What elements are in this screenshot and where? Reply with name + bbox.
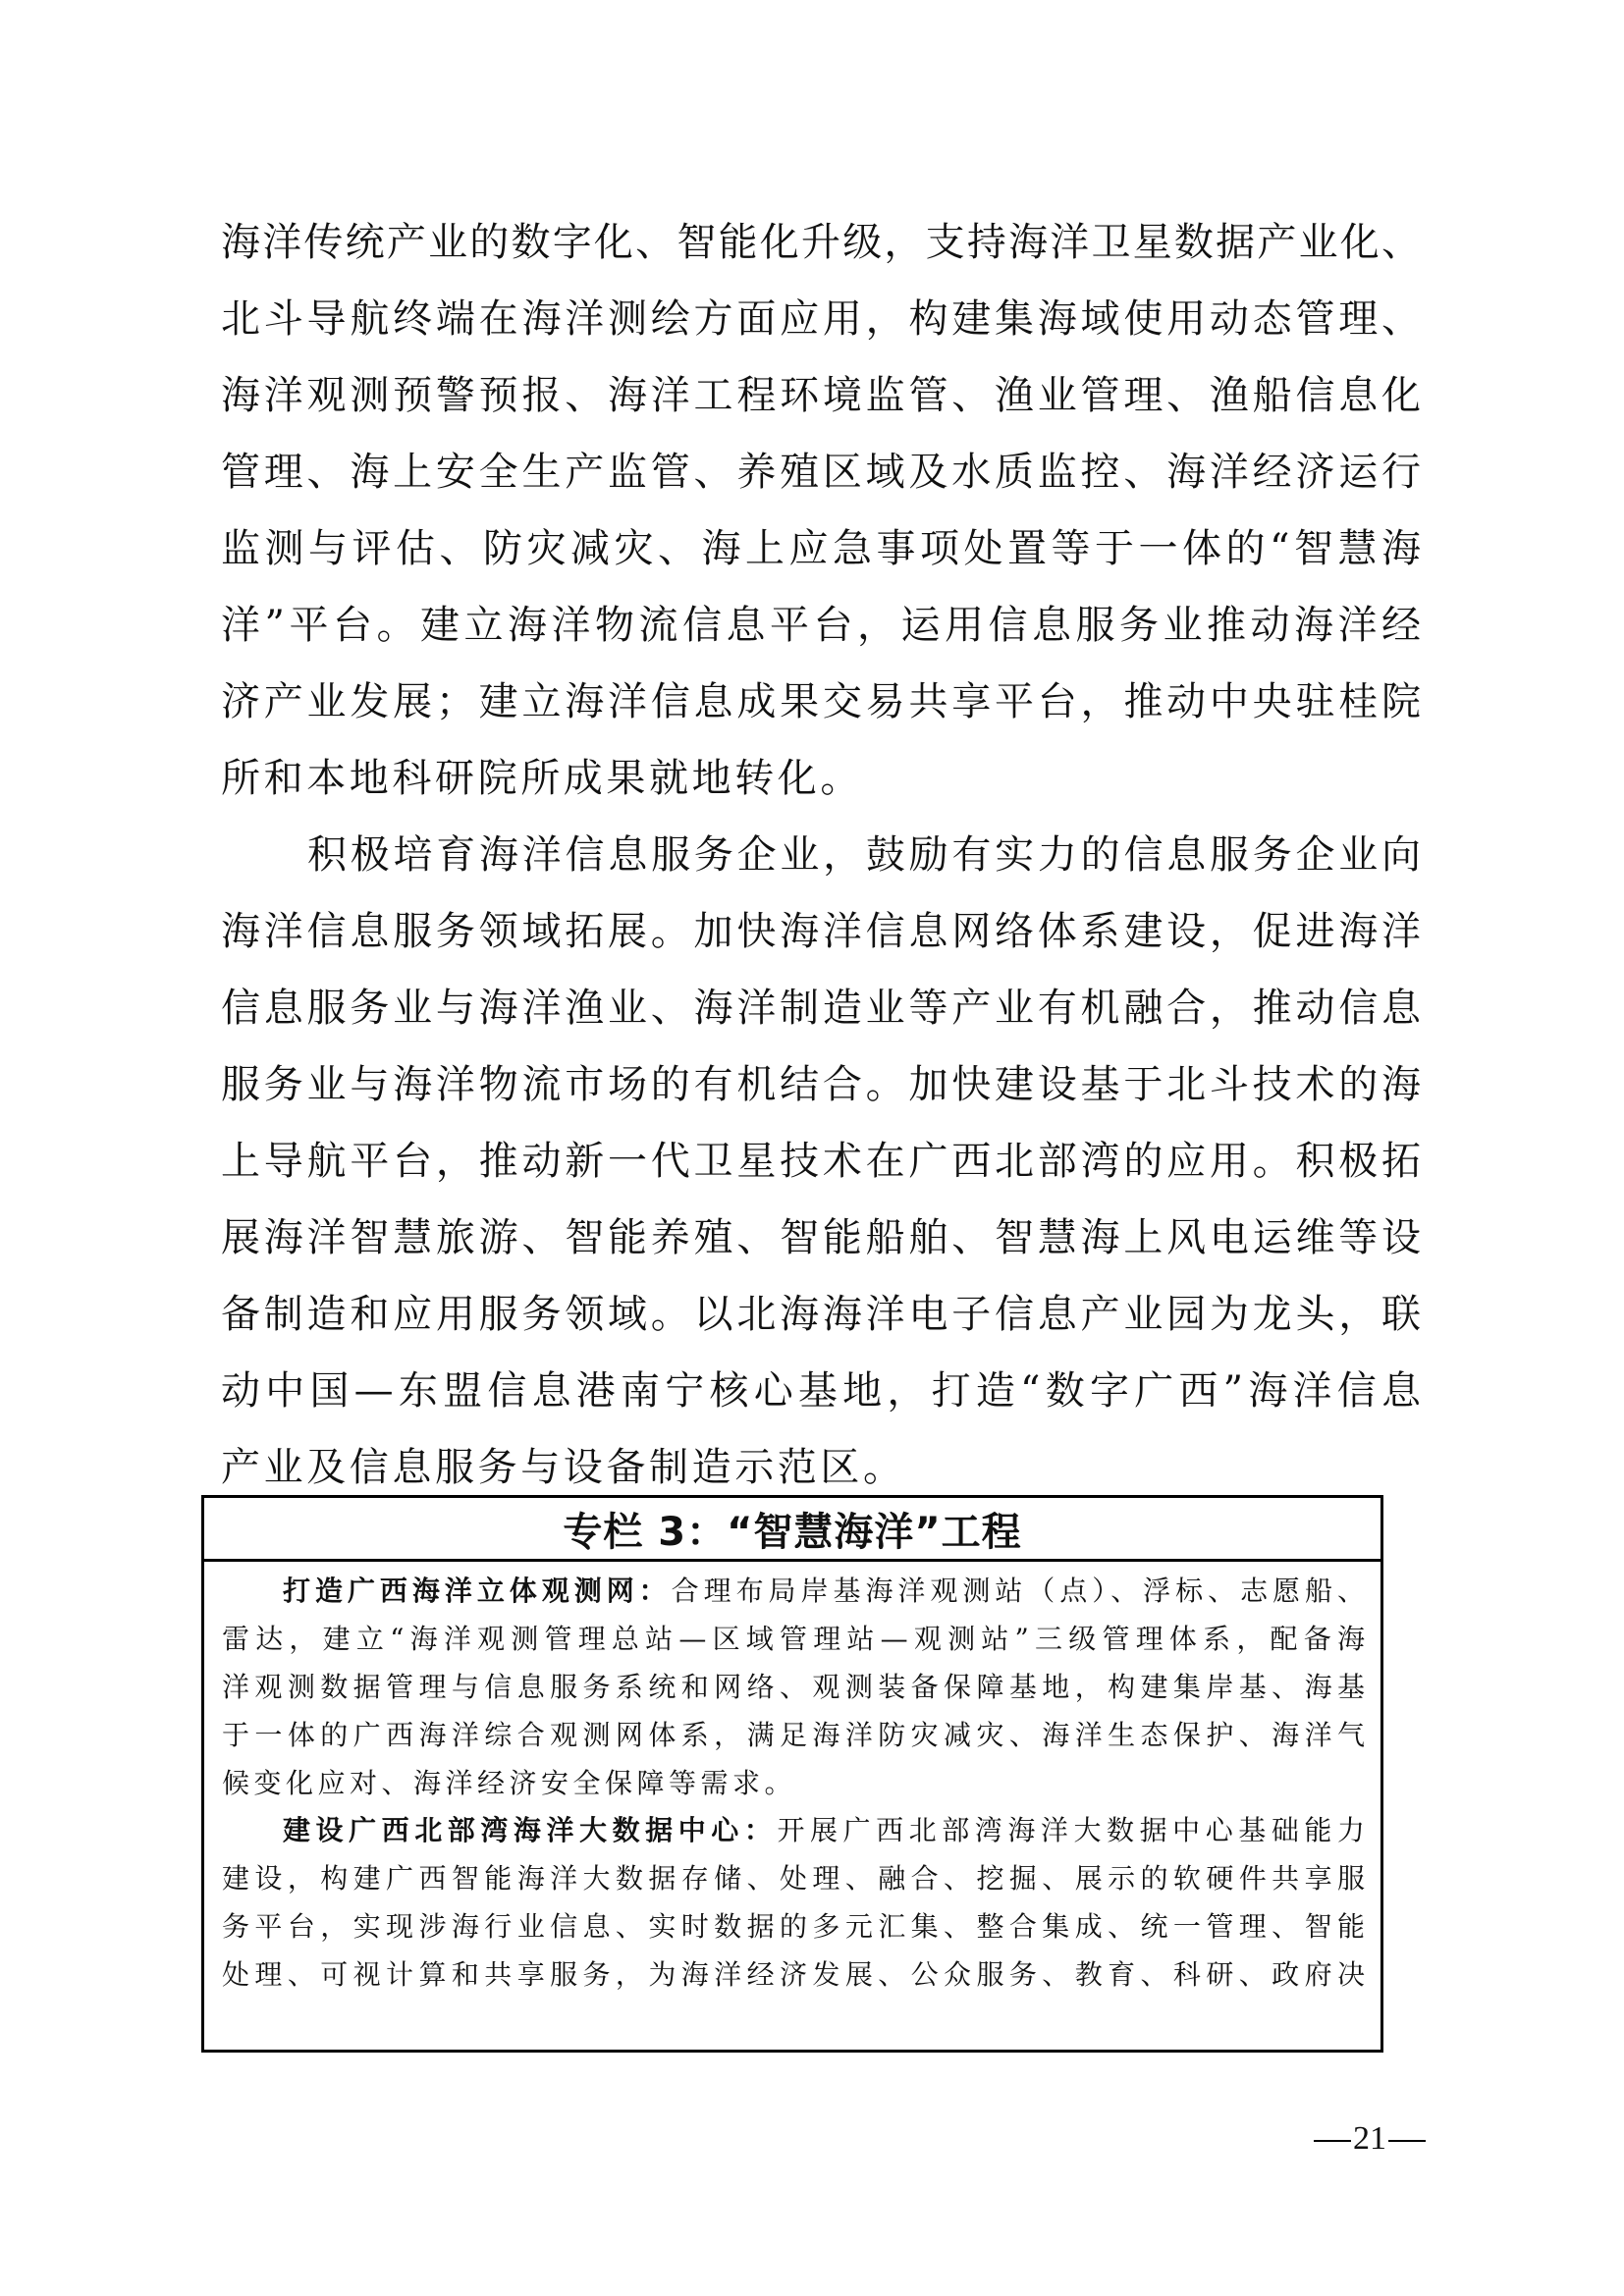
box-line (222, 1807, 1365, 1855)
box-section (222, 1807, 1365, 2000)
text-line: 管理、海上安全生产监管、养殖区域及水质监控、海洋经济运行 (221, 450, 1421, 495)
text-line: 济产业发展；建立海洋信息成果交易共享平台，推动中央驻桂院 (221, 679, 1421, 724)
text-line: 信息服务业与海洋渔业、海洋制造业等产业有机融合，推动信息 (221, 986, 1421, 1031)
text-line: 海洋传统产业的数字化、智能化升级，支持海洋卫星数据产业化、 (221, 220, 1421, 265)
section-heading: 打造广西海洋立体观测网： (283, 1575, 672, 1607)
box-line: 于一体的广西海洋综合观测网体系，满足海洋防灾减灾、海洋生态保护、海洋气 (222, 1718, 1365, 1751)
box-line: 务平台，实现涉海行业信息、实时数据的多元汇集、整合集成、统一管理、智能 (222, 1910, 1365, 1944)
page-number-value: 21 (1353, 2120, 1386, 2157)
text-line: 服务业与海洋物流市场的有机结合。加快建设基于北斗技术的海 (221, 1062, 1421, 1107)
box-title: 专栏 3：“智慧海洋”工程 (204, 1498, 1380, 1562)
text-line: 动中国—东盟信息港南宁核心基地，打造“数字广西”海洋信息 (221, 1368, 1421, 1414)
text-line: 海洋观测预警预报、海洋工程环境监管、渔业管理、渔船信息化 (221, 373, 1421, 418)
text-line: 产业及信息服务与设备制造示范区。 (221, 1445, 906, 1490)
text-line: 北斗导航终端在海洋测绘方面应用，构建集海域使用动态管理、 (221, 296, 1421, 342)
text-line: 所和本地科研院所成果就地转化。 (221, 756, 863, 801)
text-line: 展海洋智慧旅游、智能养殖、智能船舶、智慧海上风电运维等设 (221, 1215, 1421, 1260)
paragraph (221, 218, 1421, 830)
box-line: 处理、可视计算和共享服务，为海洋经济发展、公众服务、教育、科研、政府决 (222, 1958, 1365, 1992)
section-heading: 建设广西北部湾海洋大数据中心： (283, 1814, 778, 1847)
text-line: 上导航平台，推动新一代卫星技术在广西北部湾的应用。积极拓 (221, 1139, 1421, 1184)
section-text: 开展广西北部湾海洋大数据中心基础能力 (777, 1814, 1365, 1847)
dash-decoration (1314, 2140, 1351, 2142)
dash-decoration (1388, 2140, 1426, 2142)
box-section (222, 1568, 1365, 1807)
text-line: 积极培育海洋信息服务企业，鼓励有实力的信息服务企业向 (307, 832, 1421, 878)
text-line: 海洋信息服务领域拓展。加快海洋信息网络体系建设，促进海洋 (221, 909, 1421, 954)
text-line: 备制造和应用服务领域。以北海海洋电子信息产业园为龙头，联 (221, 1292, 1421, 1337)
box-line: 建设，构建广西智能海洋大数据存储、处理、融合、挖掘、展示的软硬件共享服 (222, 1862, 1365, 1896)
main-text (221, 218, 1421, 1520)
box-line: 候变化应对、海洋经济安全保障等需求。 (222, 1766, 797, 1799)
text-line: 监测与评估、防灾减灾、海上应急事项处置等于一体的“智慧海 (221, 526, 1421, 571)
box-line: 洋观测数据管理与信息服务系统和网络、观测装备保障基地，构建集岸基、海基 (222, 1670, 1365, 1703)
page-number (1312, 2120, 1428, 2158)
special-column-box (201, 1495, 1383, 2053)
box-line (222, 1568, 1365, 1616)
paragraph (221, 830, 1421, 1520)
text-line: 洋”平台。建立海洋物流信息平台，运用信息服务业推动海洋经 (221, 603, 1421, 648)
section-text: 合理布局岸基海洋观测站（点）、浮标、志愿船、 (671, 1575, 1365, 1607)
box-line: 雷达，建立“海洋观测管理总站—区域管理站—观测站”三级管理体系，配备海 (222, 1622, 1365, 1655)
box-body (204, 1562, 1380, 2000)
